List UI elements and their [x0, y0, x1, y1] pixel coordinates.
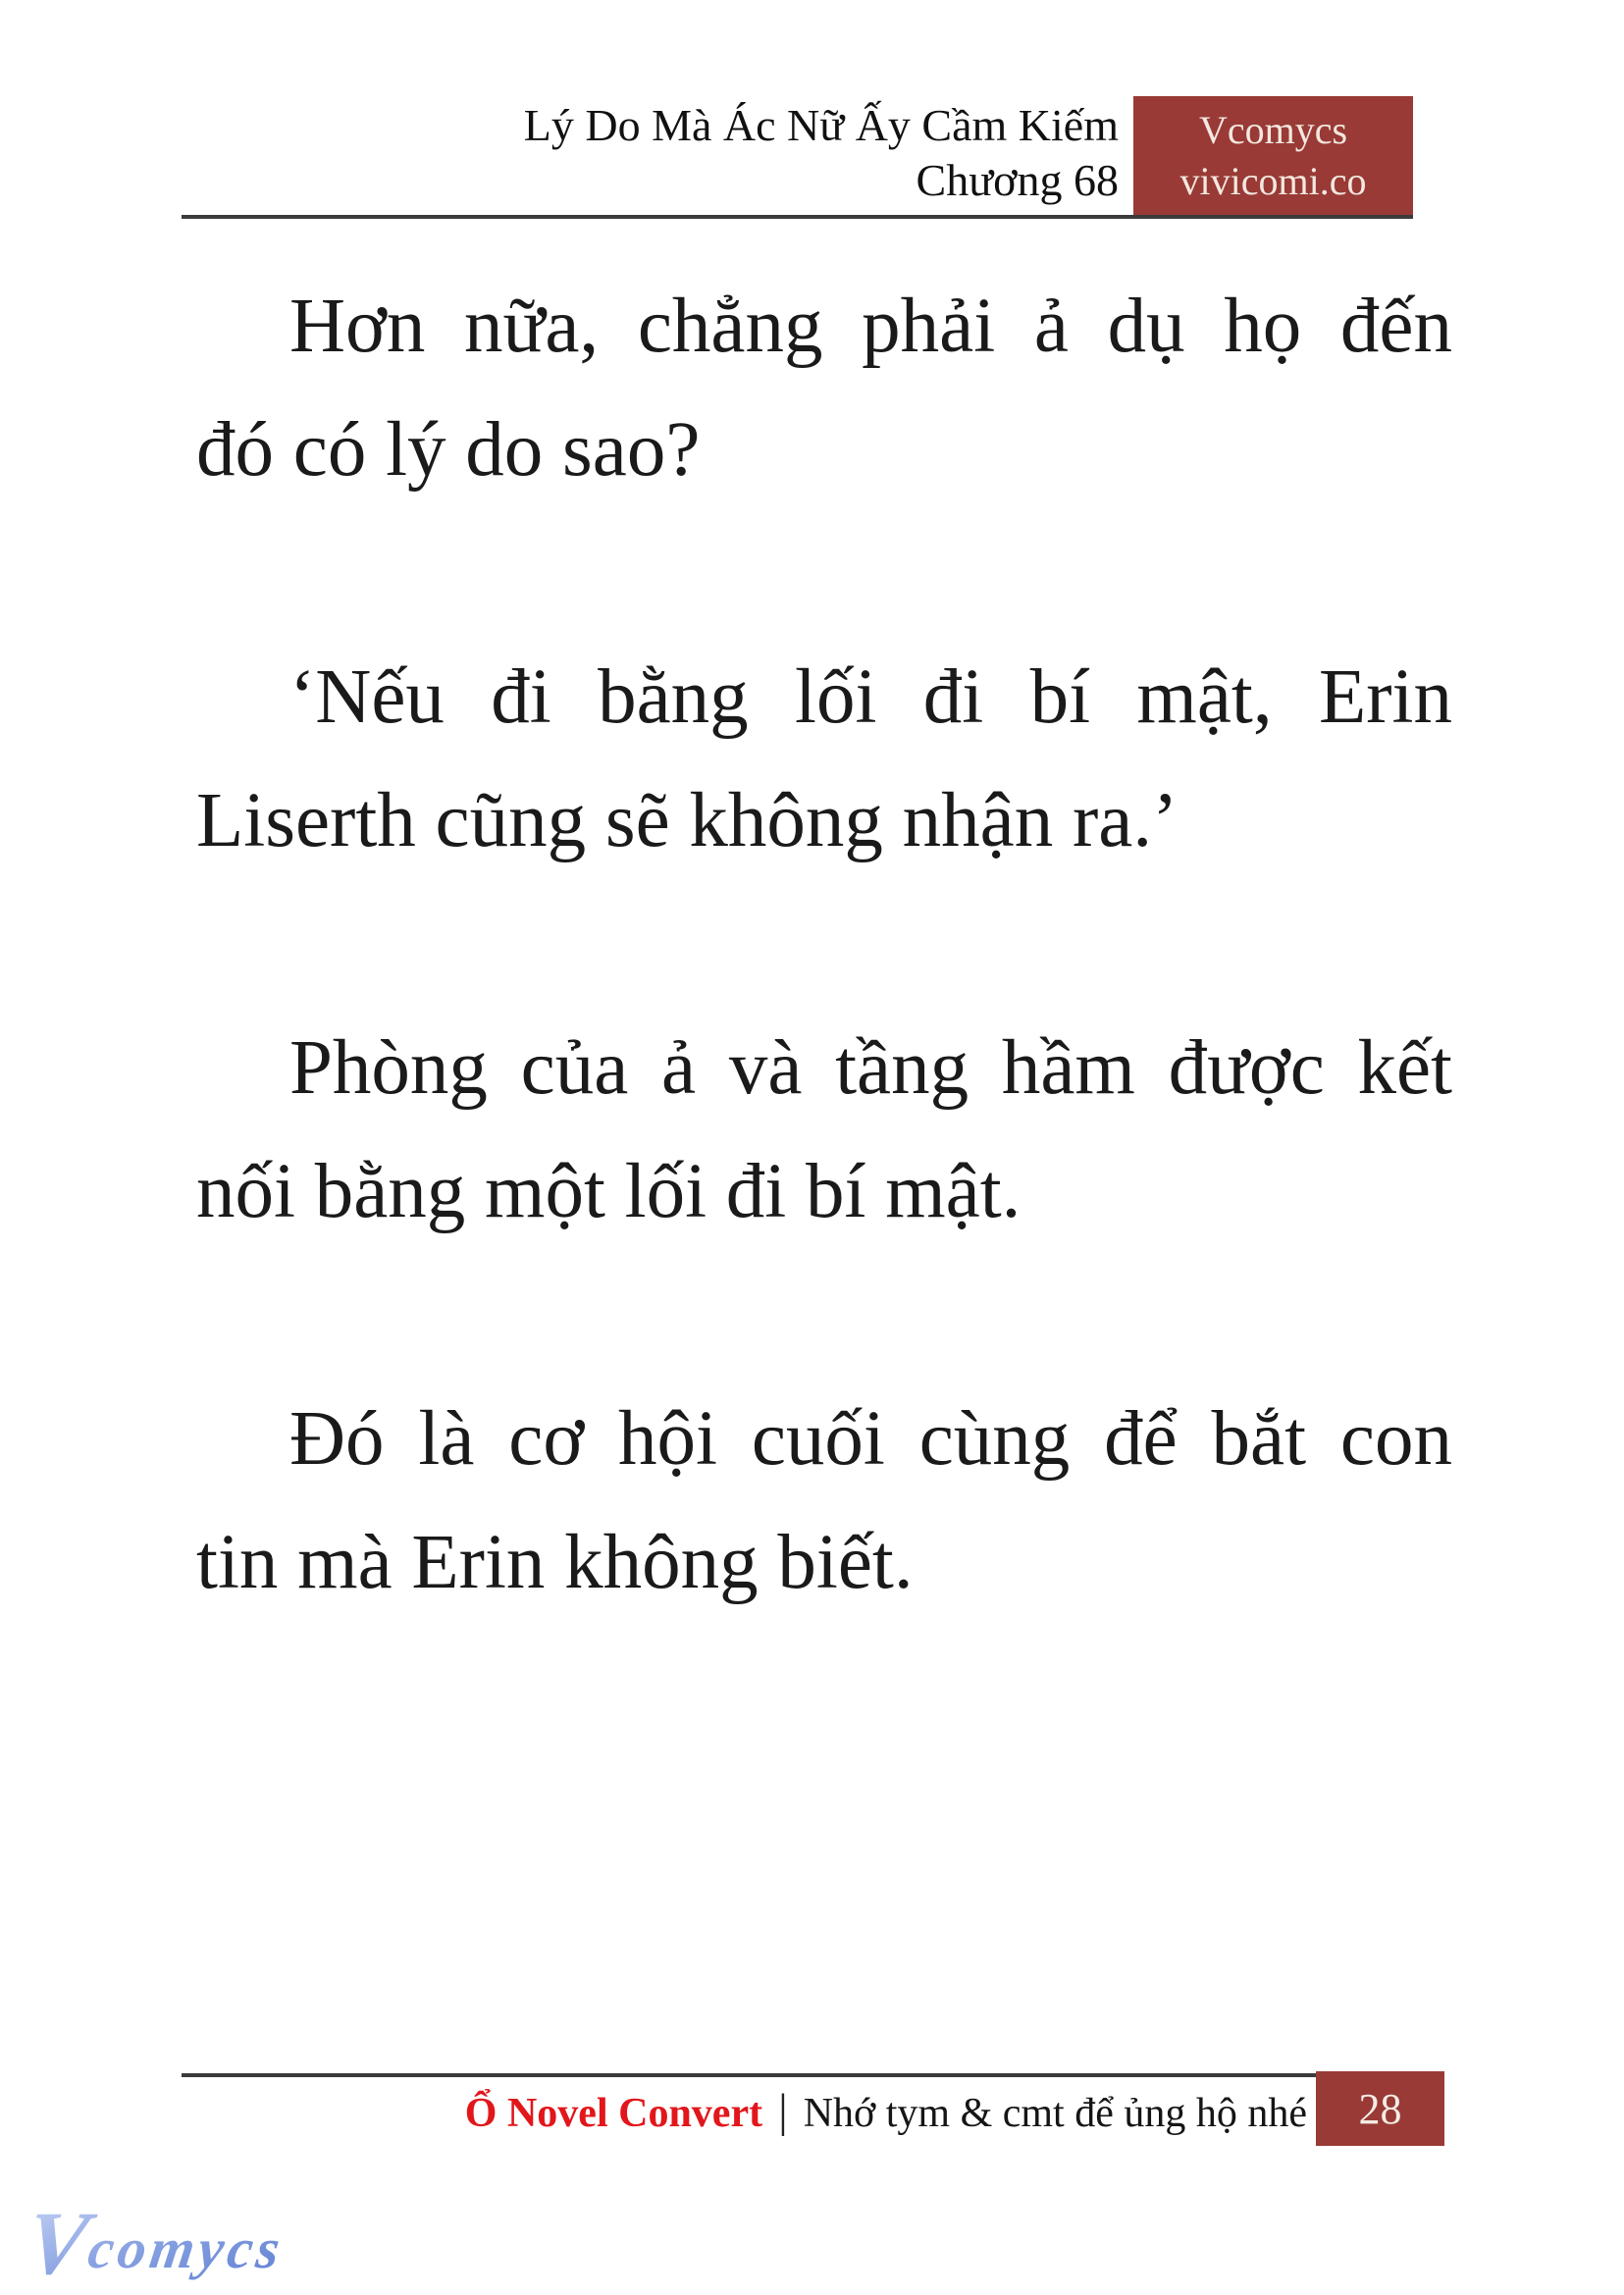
separator-pipe: | — [778, 2085, 788, 2137]
vcomycs-logo — [20, 2193, 290, 2293]
chapter-header — [98, 98, 1119, 208]
header-divider — [182, 215, 1413, 219]
text-line: Hơn nữa, chẳng phải ả dụ họ đến — [289, 284, 1452, 369]
logo-text: comycs — [84, 2217, 288, 2280]
text-line: Đó là cơ hội cuối cùng để bắt con — [289, 1396, 1452, 1482]
publisher-name: Vcomycs — [1198, 107, 1348, 152]
footer-divider — [182, 2073, 1316, 2077]
text-line: ‘Nếu đi bằng lối đi bí mật, Erin — [289, 654, 1452, 740]
page-number: 28 — [1358, 2084, 1402, 2133]
publisher-site: vivicomi.co — [1179, 158, 1367, 203]
paragraph — [196, 636, 1452, 883]
body-text — [196, 265, 1452, 1748]
text-line: tin mà Erin không biết. — [196, 1520, 914, 1605]
text-line: nối bằng một lối đi bí mật. — [196, 1149, 1022, 1234]
support-note: Nhớ tym & cmt để ủng hộ nhé — [803, 2091, 1307, 2136]
text-line: Phòng của ả và tầng hầm được kết — [289, 1025, 1452, 1111]
logo-initial: V — [20, 2193, 97, 2293]
chapter-number: Chương 68 — [916, 155, 1119, 205]
page-number-badge — [1316, 2071, 1444, 2146]
paragraph — [196, 265, 1452, 512]
paragraph — [196, 1007, 1452, 1254]
publisher-badge — [1133, 96, 1413, 215]
text-line: đó có lý do sao? — [196, 407, 701, 493]
chapter-title: Lý Do Mà Ác Nữ Ấy Cầm Kiếm — [523, 100, 1119, 150]
brand-name: Ổ Novel Convert — [464, 2091, 763, 2136]
footer-credit — [465, 2084, 1307, 2141]
text-line: Liserth cũng sẽ không nhận ra.’ — [196, 778, 1179, 863]
paragraph — [196, 1378, 1452, 1625]
